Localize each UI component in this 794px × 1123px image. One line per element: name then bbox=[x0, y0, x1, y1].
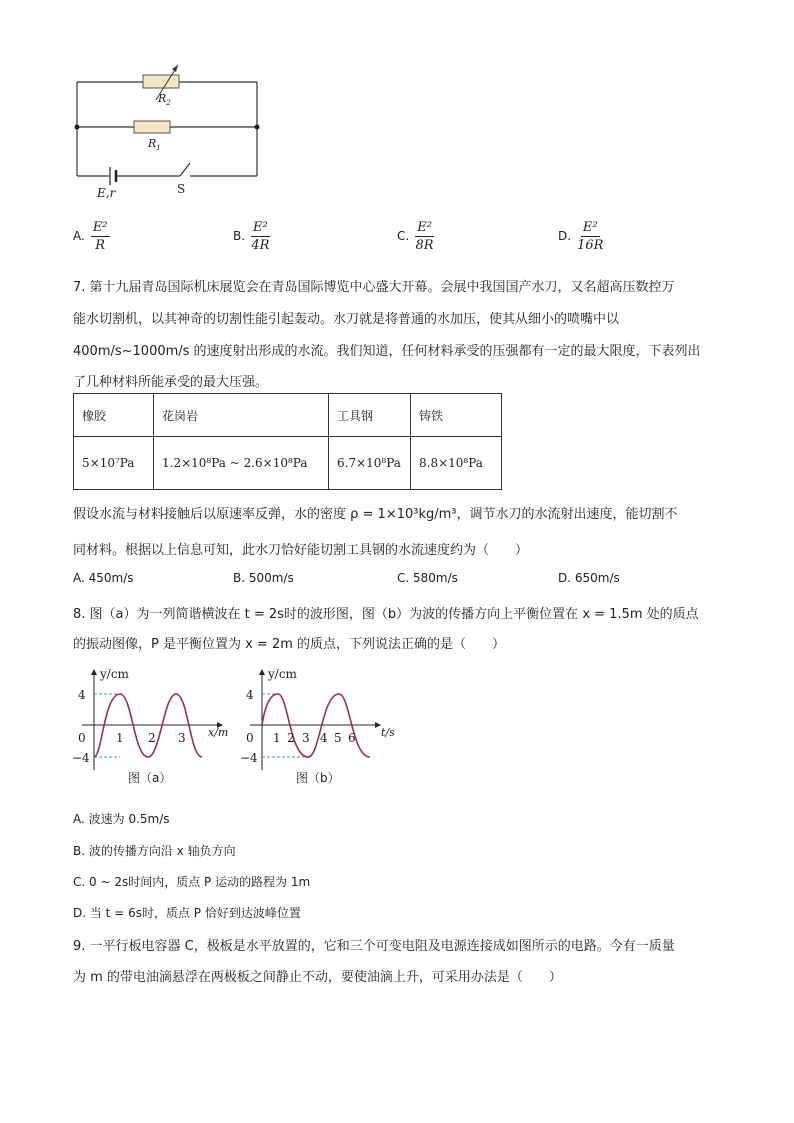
q7-line-5: 假设水流与材料接触后以原速率反弹，水的密度 ρ = 1×10³kg/m³，调节水刀的水流射出速度，能切割不 bbox=[73, 507, 678, 522]
graph-b-caption: 图（b） bbox=[296, 771, 340, 785]
junction-dot-left bbox=[75, 125, 80, 130]
vibration-graph-b bbox=[240, 660, 410, 790]
q6-option-a: A. $\frac{\text{E²}}{R}$ bbox=[73, 220, 108, 253]
source-label: E,r bbox=[97, 186, 116, 200]
q8-option-b: B. 波的传播方向沿 x 轴负方向 bbox=[73, 844, 236, 858]
r1-label: $R_1$ bbox=[148, 137, 161, 152]
table-value-cell: 6.7×10⁸Pa bbox=[329, 437, 411, 490]
t-tick: 6 bbox=[348, 731, 356, 745]
q7-option-d: D. 650m/s bbox=[558, 571, 620, 585]
y-tick-neg: −4 bbox=[240, 751, 258, 765]
table-header-row bbox=[74, 394, 502, 437]
origin-label: 0 bbox=[78, 731, 86, 745]
q8-line-1: 8. 图（a）为一列简谐横波在 t = 2s时的波形图，图（b）为波的传播方向上平衡位置在 x = 1.5m 处的质点 bbox=[73, 607, 699, 622]
q6-option-c: C. $\frac{\text{E²}}{8R}$ bbox=[397, 220, 434, 253]
table-header-cell: 花岗岩 bbox=[154, 394, 329, 437]
q8-option-d: D. 当 t = 6s时，质点 P 恰好到达波峰位置 bbox=[73, 906, 301, 920]
x-tick: 2 bbox=[148, 731, 156, 745]
x-tick: 3 bbox=[178, 731, 186, 745]
q7-option-c: C. 580m/s bbox=[397, 571, 458, 585]
table-header-cell: 工具钢 bbox=[329, 394, 411, 437]
t-tick: 4 bbox=[320, 731, 328, 745]
materials-table bbox=[73, 393, 502, 490]
circuit-diagram bbox=[70, 60, 270, 200]
table-header-cell: 铸铁 bbox=[411, 394, 502, 437]
q6-option-d: D. $\frac{\text{E²}}{16R}$ bbox=[558, 220, 604, 253]
q6-option-b: B. $\frac{\text{E²}}{4R}$ bbox=[233, 220, 270, 253]
table-value-cell: 5×10⁷Pa bbox=[74, 437, 154, 490]
t-tick: 3 bbox=[302, 731, 310, 745]
q8-line-2: 的振动图像，P 是平衡位置为 x = 2m 的质点，下列说法正确的是（ ） bbox=[73, 637, 506, 652]
y-tick-pos: 4 bbox=[246, 688, 254, 702]
q8-option-a: A. 波速为 0.5m/s bbox=[73, 812, 170, 826]
origin-label: 0 bbox=[246, 731, 254, 745]
t-axis-label: t/s bbox=[381, 726, 395, 739]
q9-line-2: 为 m 的带电油滴悬浮在两极板之间静止不动，要使油滴上升，可采用办法是（ ） bbox=[73, 970, 562, 985]
y-tick-pos: 4 bbox=[78, 688, 86, 702]
r2-label: $R_2$ bbox=[158, 92, 171, 107]
q7-option-b: B. 500m/s bbox=[233, 571, 294, 585]
q7-line-3: 400m/s~1000m/s 的速度射出形成的水流。我们知道，任何材料承受的压强都有一定的最大限度，下表列出 bbox=[73, 344, 701, 359]
q9-line-1: 9. 一平行板电容器 C，极板是水平放置的，它和三个可变电阻及电源连接成如图所示的电路。今有一质量 bbox=[73, 939, 675, 954]
x-tick: 1 bbox=[116, 731, 124, 745]
t-tick: 5 bbox=[334, 731, 342, 745]
t-tick: 2 bbox=[287, 731, 295, 745]
x-axis-label: x/m bbox=[208, 726, 229, 739]
wave-graph-a bbox=[72, 660, 237, 790]
graph-a-caption: 图（a） bbox=[128, 771, 172, 785]
y-axis-label: y/cm bbox=[268, 667, 297, 681]
switch-blade bbox=[180, 163, 190, 176]
table-value-cell: 8.8×10⁸Pa bbox=[411, 437, 502, 490]
q8-option-c: C. 0 ~ 2s时间内，质点 P 运动的路程为 1m bbox=[73, 875, 311, 889]
r1-resistor bbox=[134, 121, 170, 133]
table-value-cell: 1.2×10⁸Pa ~ 2.6×10⁸Pa bbox=[154, 437, 329, 490]
table-value-row bbox=[74, 437, 502, 490]
switch-label: S bbox=[177, 182, 186, 196]
q7-line-6: 同材料。根据以上信息可知，此水刀恰好能切割工具钢的水流速度约为（ ） bbox=[73, 543, 529, 558]
y-axis-label: y/cm bbox=[100, 667, 129, 681]
q7-option-a: A. 450m/s bbox=[73, 571, 134, 585]
t-tick: 1 bbox=[273, 731, 281, 745]
r2-resistor bbox=[143, 75, 179, 88]
q7-line-4: 了几种材料所能承受的最大压强。 bbox=[73, 375, 269, 390]
junction-dot-right bbox=[255, 125, 260, 130]
q7-line-1: 7. 第十九届青岛国际机床展览会在青岛国际博览中心盛大开幕。会展中我国国产水刀，又名超高压数控万 bbox=[73, 280, 675, 295]
y-tick-neg: −4 bbox=[72, 751, 90, 765]
table-header-cell: 橡胶 bbox=[74, 394, 154, 437]
q7-line-2: 能水切割机，以其神奇的切割性能引起轰动。水刀就是将普通的水加压，使其从细小的喷嘴中以 bbox=[73, 312, 620, 327]
